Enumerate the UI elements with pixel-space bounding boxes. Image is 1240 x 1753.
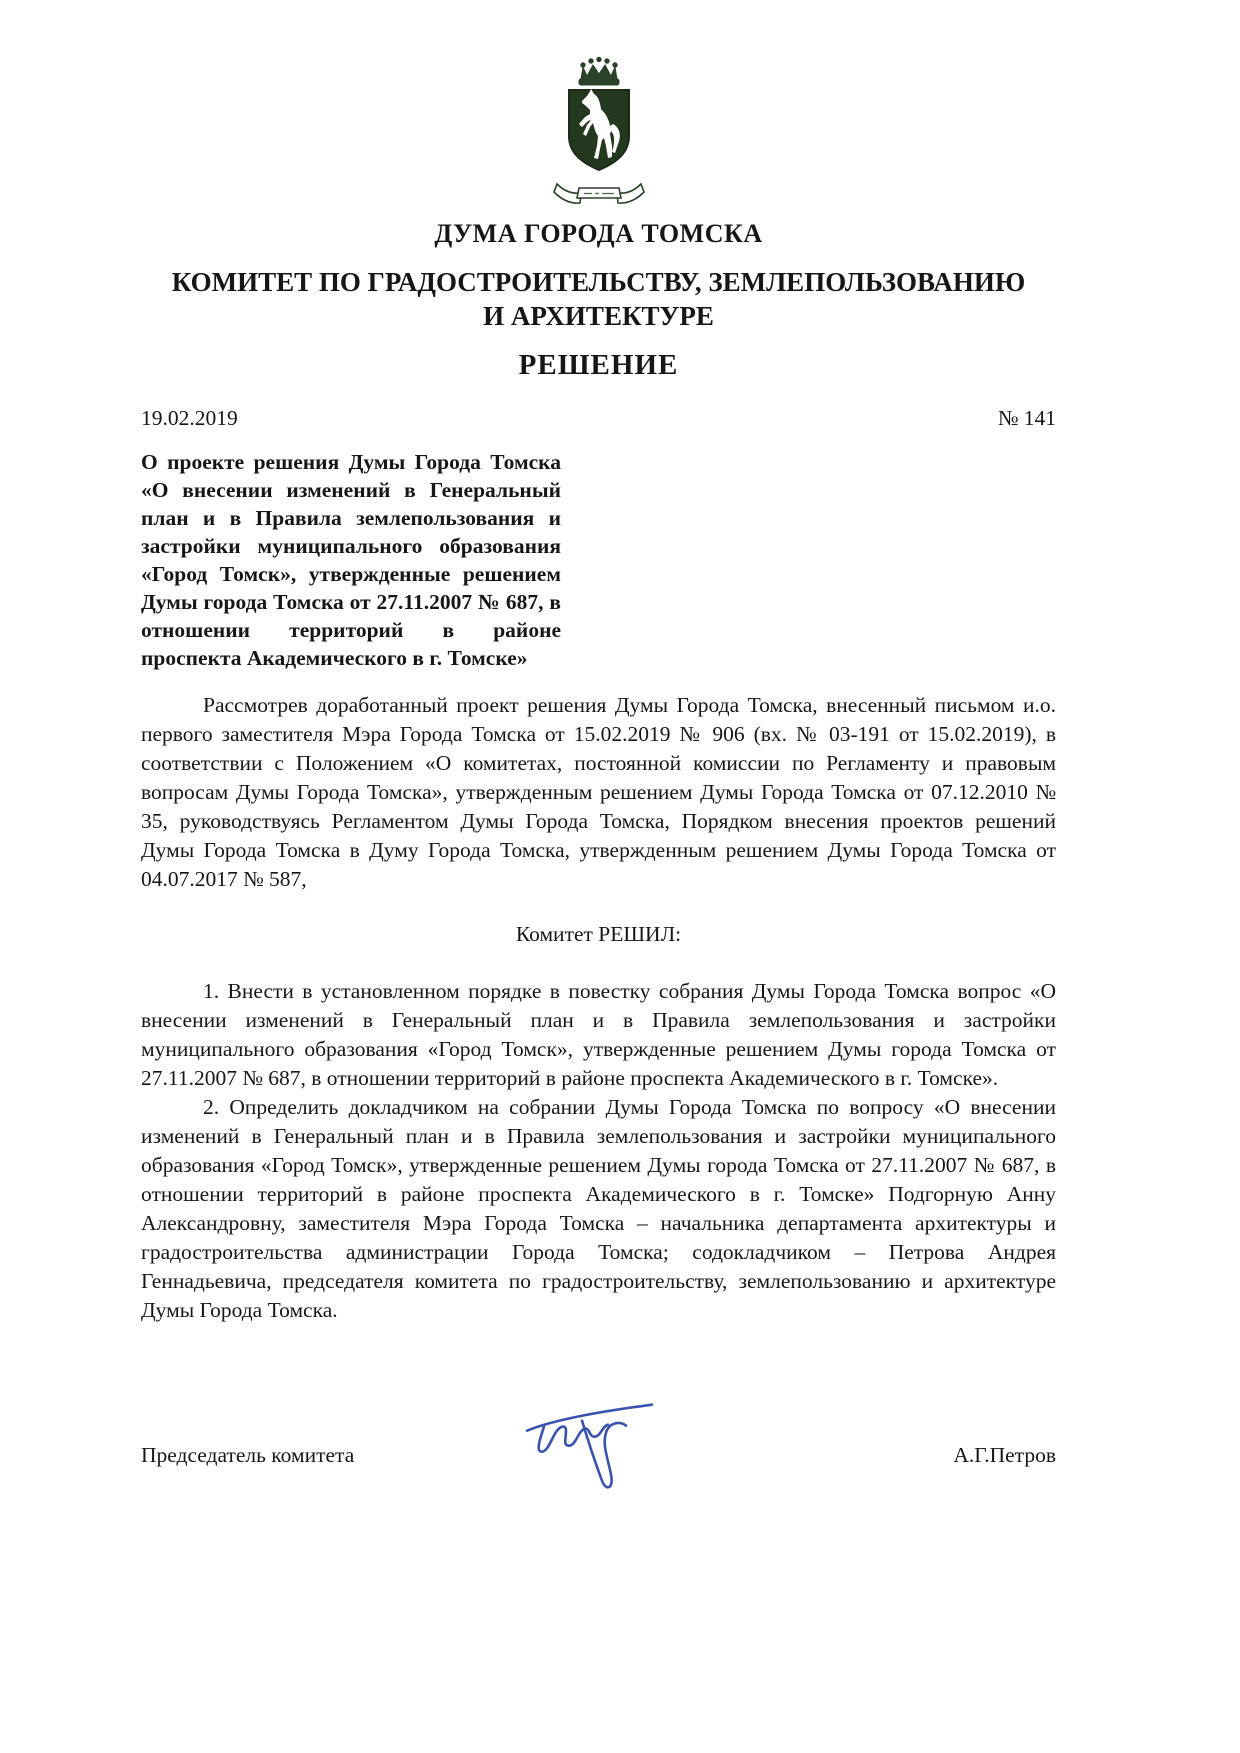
emblem-container bbox=[141, 56, 1056, 213]
signature-name: А.Г.Петров bbox=[953, 1443, 1056, 1468]
resolution-heading: Комитет РЕШИЛ: bbox=[515, 921, 682, 946]
signature-autograph-icon bbox=[512, 1390, 662, 1511]
meta-row bbox=[141, 406, 1056, 431]
doc-number: № 141 bbox=[997, 406, 1056, 431]
preamble-paragraph: Рассмотрев доработанный проект решения Думы Города Томска, внесенный письмом и.о. первого заместителя Мэра Города Томска от 15.02.2019 № 906 (вх. № 03-191 от 15.02.2019), в соответствии с Положением «О комитетах, постоянной комиссии по Регламенту и правовым вопросам Думы Города Томска», утвержденным решением Думы Города Томска от 07.12.2010 № 35, руководствуясь Регламентом Думы Города Томска, Порядком внесения проектов решений Думы Города Томска в Думу Города Томска, утвержденным решением Думы Города Томска от 04.07.2017 № 587, bbox=[141, 692, 1056, 891]
doc-type-title: РЕШЕНИЕ bbox=[518, 349, 679, 382]
org-title: ДУМА ГОРОДА ТОМСКА bbox=[434, 219, 763, 248]
committee-title-line-1: КОМИТЕТ ПО ГРАДОСТРОИТЕЛЬСТВУ, ЗЕМЛЕПОЛЬЗОВАНИЮ bbox=[171, 267, 1026, 297]
signature-block bbox=[141, 1391, 1056, 1521]
doc-subject: О проекте решения Думы Города Томска «О внесении изменений в Генеральный план и в Правила землепользования и застройки муниципального образования «Город Томск», утвержденные решением Думы города Томска от 27.11.2007 № 687, в отношении территорий в районе проспекта Академического в г. Томске» bbox=[141, 450, 561, 670]
signature-position-label: Председатель комитета bbox=[141, 1443, 355, 1468]
committee-title bbox=[141, 265, 1056, 333]
tomsk-coat-of-arms-icon bbox=[541, 56, 657, 208]
committee-title-line-2: И АРХИТЕКТУРЕ bbox=[483, 301, 714, 332]
resolution-item-1: 1. Внести в установленном порядке в повестку собрания Думы Города Томска вопрос «О внесении изменений в Генеральный план и в Правила землепользования и застройки муниципального образования «Город Томск», утвержденные решением Думы города Томска от 27.11.2007 № 687, в отношении территорий в районе проспекта Академического в г. Томске». bbox=[141, 978, 1056, 1090]
doc-date: 19.02.2019 bbox=[141, 406, 238, 431]
resolution-item-2: 2. Определить докладчиком на собрании Думы Города Томска по вопросу «О внесении изменений в Генеральный план и в Правила землепользования и застройки муниципального образования «Город Томск», утвержденные решением Думы города Томска от 27.11.2007 № 687, в отношении территорий в районе проспекта Академического в г. Томске» Подгорную Анну Александровну, заместителя Мэра Города Томска – начальника департамента архитектуры и градостроительства администрации Города Томска; содокладчиком – Петрова Андрея Геннадьевича, председателя комитета по градостроительству, землепользованию и архитектуре Думы Города Томска. bbox=[141, 1094, 1056, 1322]
